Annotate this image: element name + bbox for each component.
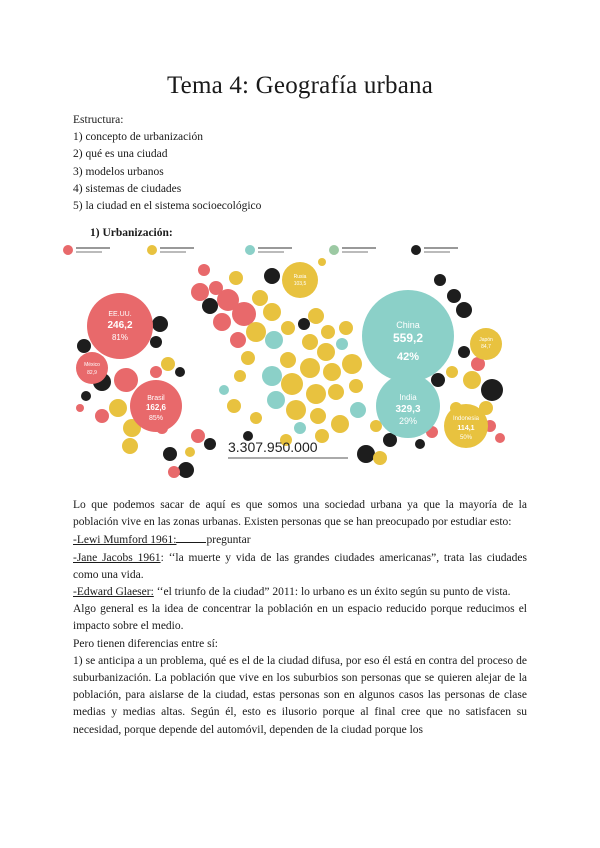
svg-text:329,3: 329,3: [395, 404, 421, 415]
svg-text:29%: 29%: [398, 416, 418, 426]
bubble-value: 246,2: [107, 320, 133, 331]
svg-text:México: México: [84, 362, 100, 368]
bubble-pct: 81%: [111, 333, 129, 342]
svg-text:Japón: Japón: [479, 337, 493, 343]
paragraph: 1) se anticipa a un problema, qué es el de la ciudad difusa, por eso él está en contra del proceso de suburbanización. La población que vive en los suburbios son personas que se quieren alejar de la población, para aislarse de la ciudad, estas personas son en algunos casos las personas de clase medias y medias altas. Según él, esto es ilusorio porque al final cree que no satisfacen su necesidad, porque depende del automóvil, dependen de la ciudad porque los: [73, 654, 527, 736]
svg-text:559,2: 559,2: [392, 331, 424, 345]
author-name: -Jane Jacobs 1961: [73, 551, 161, 564]
section-heading: 1) Urbanización:: [90, 227, 173, 239]
structure-item: 3) modelos urbanos: [73, 165, 164, 178]
bubble-russia: [282, 262, 318, 298]
structure-heading: Estructura:: [73, 114, 124, 126]
paragraph: -Lewi Mumford 1961: preguntar: [73, 531, 527, 549]
svg-text:Indonesia: Indonesia: [452, 416, 480, 422]
svg-text:Brasil: Brasil: [147, 395, 165, 402]
world-urban-total: 3.307.950.000: [228, 439, 318, 455]
svg-text:82,9: 82,9: [87, 370, 97, 376]
blank-gap: [176, 531, 206, 543]
svg-text:162,6: 162,6: [145, 403, 167, 412]
paragraph: Lo que podemos sacar de aquí es que somos una sociedad urbana ya que la mayoría de la población vive en las zonas urbanas. Existen personas que se han preocupado por estudiar esto:: [73, 499, 527, 529]
bubble-japan: [470, 328, 502, 360]
svg-text:50%: 50%: [459, 435, 473, 441]
paragraph: Algo general es la idea de concentrar la población en un espacio reducido porque reducimos el impacto sobre el medio.: [73, 603, 527, 633]
svg-text:42%: 42%: [396, 351, 420, 363]
svg-text:84,7: 84,7: [481, 344, 491, 350]
urbanization-bubble-map: [60, 240, 512, 485]
bubble-label: EE.UU.: [108, 311, 132, 318]
structure-item: 1) concepto de urbanización: [73, 131, 203, 144]
structure-list: [73, 112, 261, 215]
svg-text:114,1: 114,1: [457, 425, 475, 432]
author-name: -Lewi Mumford 1961:: [73, 534, 177, 547]
bubble-indonesia: [444, 404, 488, 448]
structure-item: 4) sistemas de ciudades: [73, 182, 182, 195]
paragraph: Pero tienen diferencias entre sí:: [73, 637, 218, 650]
bubble-china: [362, 290, 454, 382]
svg-text:103,5: 103,5: [293, 281, 307, 287]
svg-text:India: India: [399, 393, 417, 402]
bubble-india: [376, 374, 440, 438]
paragraph: -Jane Jacobs 1961: ‘‘la muerte y vida de las grandes ciudades americanas”, trata las ciudades como una vida.: [73, 551, 527, 581]
paragraph: -Edward Glaeser: ‘‘el triunfo de la ciudad” 2011: lo urbano es un éxito según su punto de vista.: [73, 586, 511, 599]
svg-text:China: China: [396, 320, 420, 330]
legend: [63, 245, 458, 255]
svg-text:Rusia: Rusia: [293, 274, 307, 280]
body-text: [73, 497, 527, 739]
page-title: Tema 4: Geografía urbana: [166, 72, 434, 99]
author-name: -Edward Glaeser:: [73, 586, 154, 599]
structure-item: 5) la ciudad en el sistema socioecológico: [73, 200, 262, 213]
bubble-brazil: [130, 380, 182, 432]
bubble-usa: [87, 293, 153, 359]
caption-line: [228, 457, 348, 459]
bubble-mexico: [76, 352, 108, 384]
svg-text:85%: 85%: [148, 415, 164, 422]
structure-item: 2) qué es una ciudad: [73, 148, 168, 161]
